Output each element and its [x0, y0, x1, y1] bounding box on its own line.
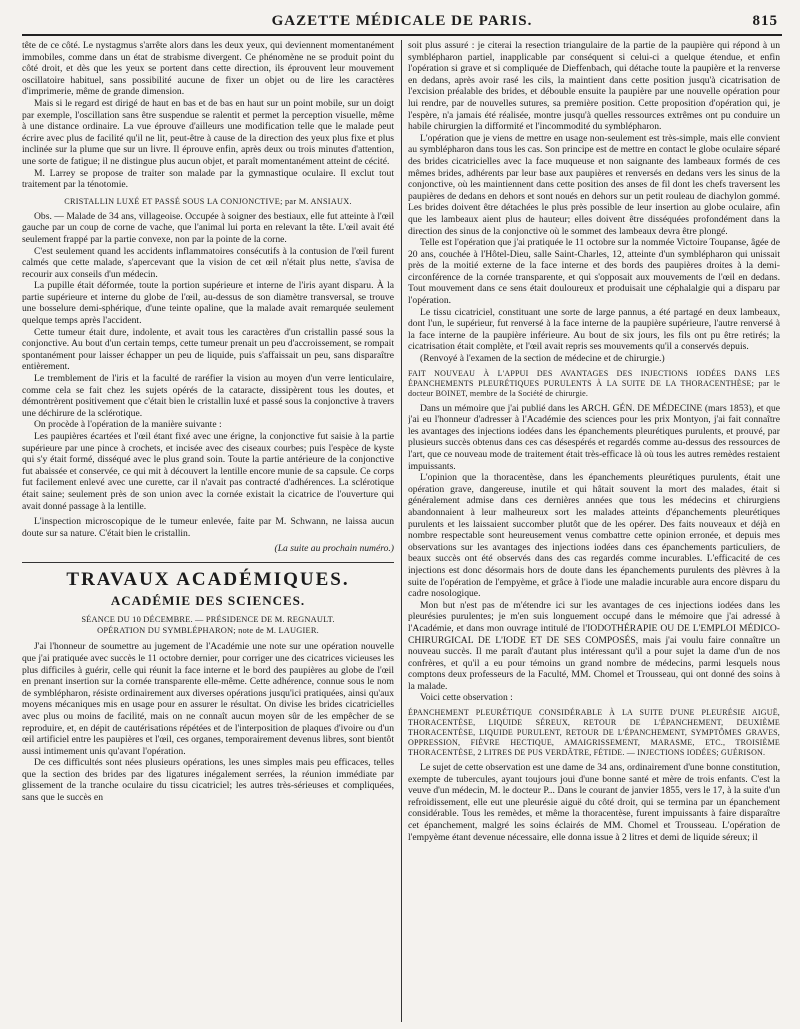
paragraph: L'inspection microscopique de le tumeur enlevée, faite par M. Schwann, ne laissa aucun doute sur sa nature. C'était bien le cristallin.: [22, 516, 394, 539]
article-title: OPÉRATION DU SYMBLÉPHARON; note de M. LAUGIER.: [97, 626, 319, 636]
section-title: TRAVAUX ACADÉMIQUES.: [22, 562, 394, 591]
paragraph: Telle est l'opération que j'ai pratiquée le 11 octobre sur la nommée Victoire Toupanse, âgée de 20 ans, couchée à l'Hôtel-Dieu, salle Saint-Charles, 12, atteinte d'un symblépharon qui unissait près de la moitié externe de la face interne et des bords des paupières droites à la demi-circonférence de la cornée transparente, et qui s'opposait aux mouvements de l'œil en dedans. Tout mouvement dans ce sens était douloureux et produisait une céphalalgie qui a disparu par l'opération.: [408, 237, 780, 307]
paragraph: Mais si le regard est dirigé de haut en bas et de bas en haut sur un point mobile, sur un doigt par exemple, l'oscillation sans être suspendue se ralentit et permet la perception visuelle, même à une distance ordinaire. La vue éprouve d'ailleurs une modification telle que le malade peut écrire avec plus de facilité qu'il ne lit, peut-être à cause de la direction des yeux plus fixe et plus inclinée sur la plume que sur un livre. Il éprouve enfin, après deux ou trois minutes d'attention, une sorte de fatigue; il ne distingue plus aucun objet, et paraît momentanément atteint de cécité.: [22, 97, 394, 167]
paragraph: Obs. — Malade de 34 ans, villageoise. Occupée à soigner des bestiaux, elle fut atteinte à l'œil gauche par un coup de corne de vache, que l'animal lui porta en relevant la tête. L'œil avait été seulement frappé par la partie convexe, non par la pointe de la corne.: [22, 210, 394, 245]
paragraph: De ces difficultés sont nées plusieurs opérations, les unes simples mais peu efficaces, telles que la section des brides par des ligatures inégalement serrées, la réunion immédiate par glissement de la tranche oculaire du tissu cicatriciel; les autres très-sérieuses et compliquées, sans que le succès en: [22, 757, 394, 804]
observation-heading: ÉPANCHEMENT PLEURÉTIQUE CONSIDÉRABLE À LA SUITE D'UNE PLEURÉSIE AIGUË, THORACENTÈSE, LIQUIDE SÉREUX, RETOUR DE L'ÉPANCHEMENT, DEUXIÈME THORACENTÈSE, LIQUIDE PURULENT, RETOUR DE L'ÉPANCHEMENT, SYMPTÔMES GRAVES, OPPRESSION, FIÈVRE HECTIQUE, AMAIGRISSEMENT, MARASME, ETC., TROISIÈME THORACENTÈSE, 2 LITRES DE PUS VERDÂTRE, FÉTIDE. — INJECTIONS IODÉES; GUÉRISON.: [408, 708, 780, 758]
paragraph: Le sujet de cette observation est une dame de 34 ans, ordinairement d'une bonne constitution, exempte de tubercules, ayant toujours joui d'une bonne santé et mère de trois enfants. C'est la veuve d'un médecin, M. le docteur P... Dans le courant de janvier 1855, vers le 17, à la suite d'un refroidissement, elle eut une pleurésie aiguë du côté droit, qui se termina par un épanchement considérable. Tous les remèdes, et même la thoracentèse, furent impuissants à faire disparaître cet épanchement, malgré les soins éclairés de MM. Chomel et Trousseau. L'opération de l'empyème étant devenue nécessaire, elle donna issue à 2 litres et demi de liquide séreux; il: [408, 762, 780, 843]
paragraph: Le tremblement de l'iris et la faculté de raréfier la vision au moyen d'un verre lenticulaire, comme cela se fait chez les sujets opérés de la cataracte, dissipèrent tous les doutes, et démontrèrent positivement que c'était bien le cristallin luxé et passé sous la conjonctive à travers une déchirure de la sclérotique.: [22, 373, 394, 419]
paragraph: Voici cette observation :: [420, 692, 513, 704]
right-column: [408, 40, 780, 1022]
paragraph: (Renvoyé à l'examen de la section de médecine et de chirurgie.): [420, 353, 665, 365]
paragraph: Le tissu cicatriciel, constituant une sorte de large pannus, a été partagé en deux lambeaux, dont l'un, le supérieur, fut renversé à la face interne de la paupière supérieure, l'autre renversé à la face interne de la paupière inférieure. Au bout de six jours, les fils ont pu être retirés; la cicatrisation était complète, et l'œil avait repris ses mouvements qu'il a conservés depuis.: [408, 306, 780, 353]
paragraph: tête de ce côté. Le nystagmus s'arrête alors dans les deux yeux, qui deviennent momentanément immobiles, comme dans un état de strabisme divergent. Ce phénomène ne se produit point du côté droit, et dès que les yeux se portent dans cette direction, ils éprouvent leur mouvement oscillatoire habituel, sans possibilité aucune de fixer un objet ou de lire les caractères d'imprimerie, même de grande dimension.: [22, 40, 394, 98]
session-line: SÉANCE DU 10 DÉCEMBRE. — PRÉSIDENCE DE M. REGNAULT.: [81, 615, 335, 625]
running-header: [22, 10, 782, 36]
page-number: 815: [752, 13, 778, 29]
academy-title: ACADÉMIE DES SCIENCES.: [110, 593, 306, 609]
paragraph: L'opinion que la thoracentèse, dans les épanchements pleurétiques purulents, était une opération grave, dangereuse, inutile et qui hâtait souvent la mort des malades, était si généralement admise dans ces dernières années que tous les médecins et chirurgiens abandonnaient à leur malheureux sort les malades atteints d'épanchements pleurétiques purulents et les laissaient succomber plutôt que de les opérer. Des faits nouveaux et déjà en nombre respectable sont heureusement venus combattre cette opinion erronée, et depuis mes observations sur les avantages des injections iodées dans ces épanchements particuliers, de beaux succès ont été observés dans des cas regardés comme incurables. L'efficacité de ces injections est donc désormais hors de doute dans les épanchements purulents des plèvres à la suite de l'opération de l'empyème, et grâce à l'iode une maladie incurable aura encore disparu du cadre nosologique.: [408, 472, 780, 600]
journal-title: GAZETTE MÉDICALE DE PARIS.: [271, 13, 533, 29]
paragraph: Cette tumeur était dure, indolente, et avait tous les caractères d'un cristallin passé sous la conjonctive. Au bout d'un certain temps, cette tumeur prenait un peu d'accroissement, se rompait spontanément pour laisser échapper un peu de liquide, puis s'affaissait un peu, sans disparaître entièrement.: [22, 326, 394, 373]
paragraph: On procède à l'opération de la manière suivante :: [34, 419, 222, 431]
left-column: [22, 40, 394, 1022]
article-heading: FAIT NOUVEAU À L'APPUI DES AVANTAGES DES INJECTIONS IODÉES DANS LES ÉPANCHEMENTS PLEURÉTIQUES PURULENTS À LA SUITE DE LA THORACENTHÈSE; par le docteur BOINET, membre de la Société de chirurgie.: [408, 368, 780, 398]
paragraph: C'est seulement quand les accidents inflammatoires consécutifs à la contusion de l'œil furent calmés que cette malade, s'apercevant que la vision de cet œil n'était plus nette, s'avisa de recourir aux conseils d'un médecin.: [22, 245, 394, 280]
paragraph: M. Larrey se propose de traiter son malade par la gymnastique oculaire. Il exclut tout traitement par la ténotomie.: [22, 167, 394, 191]
newspaper-page: [22, 10, 782, 1022]
paragraph: J'ai l'honneur de soumettre au jugement de l'Académie une note sur une opération nouvelle que j'ai pratiquée avec succès le 11 octobre dernier, pour corriger une des cicatrices vicieuses les plus difficiles à guérir, celle qui réunit la face interne et le bord des paupières au globe de l'œil en prenant insertion sur la cornée transparente elle-même. Cette adhérence, connue sous le nom de symblépharon, résiste ordinairement aux diverses opérations jusqu'ici pratiquées, ainsi qu'aux moyens mécaniques mis en usage pour en assurer le résultat. On divise les brides cicatricielles avec plus ou moins de facilité, mais on ne connaît aucun moyen sûr de les empêcher de se reproduire, et, en dépit de cautérisations répétées et de l'interposition de plaques d'ivoire ou d'un œil artificiel entre les paupières et l'œil, ces organes, temporairement devenus libres, sont bientôt aussi intimement unis qu'avant l'opération.: [22, 641, 394, 757]
continued-note: (La suite au prochain numéro.): [274, 543, 394, 555]
paragraph: Dans un mémoire que j'ai publié dans les ARCH. GÉN. DE MÉDECINE (mars 1853), et que j'ai eu l'honneur d'adresser à l'Académie des sciences pour les prix Montyon, j'ai fait connaître les avantages des injections iodées dans les épanchements pleurétiques purulents, et prouvé, par plusieurs succès obtenus dans ces cas désespérés et regardés comme au-dessus des ressources de l'art, que ce nouveau mode de traitement était très-efficace là où tous les autres remèdes restaient impuissants.: [408, 402, 780, 472]
paragraph: Mon but n'est pas de m'étendre ici sur les avantages de ces injections iodées dans les pleurésies purulentes; je m'en suis longuement occupé dans le mémoire que j'ai adressé à l'Académie, et dans mon ouvrage intitulé de l'IODOTHÉRAPIE OU DE L'EMPLOI MÉDICO-CHIRURGICAL DE L'IODE ET DE SES COMPOSÉS, mais j'ai voulu faire connaître un nouveau succès. Il me paraît d'autant plus intéressant qu'il a pour sujet la dame d'un de nos confrères, et qu'il a eu pour témoins un grand nombre de médecins, parmi lesquels nous comptons deux professeurs de la Faculté, MM. Chomel et Trousseau, qui ont donné des soins à la malade.: [408, 599, 780, 692]
paragraph: La pupille était déformée, toute la portion supérieure et interne de l'iris ayant disparu. À la partie supérieure et interne du globe de l'œil, au-dessus de son diamètre transversal, se trouve une bosselure demi-sphérique, d'une teinte opaline, que la malade avait remarquée seulement quelque temps après l'accident.: [22, 280, 394, 327]
section-heading: CRISTALLIN LUXÉ ET PASSÉ SOUS LA CONJONCTIVE; par M. ANSIAUX.: [64, 196, 352, 206]
paragraph: L'opération que je viens de mettre en usage non-seulement est très-simple, mais elle convient au symblépharon dans tous les cas. Son principe est de mettre en contact le globe oculaire séparé des brides cicatricielles avec la face muqueuse et non saignante des lambeaux formés de ces mêmes brides, adhérents par leur base aux paupières et renversés en dedans vers les sinus de la conjonctive, où les maintiennent dans cette position des anses de fil dont les chefs traversent les paupières de dedans en dehors et sont noués en dehors sur un petit rouleau de diachylon gommé. Les brides doivent être détachées le plus près possible de leur insertion au globe oculaire, afin que les lambeaux aient plus de hauteur; elles doivent être disséquées profondément dans la direction des sinus de la conjonctive où le sommet des lambeaux devra être plongé.: [408, 132, 780, 237]
paragraph: soit plus assuré : je citerai la resection triangulaire de la partie de la paupière qui répond à un symblépharon partiel, inapplicable par conséquent si celui-ci a quelque étendue, et enfin l'opération si grave et si compliquée de Dieffenbach, qui détache toute la paupière et la renverse en dedans, après avoir rasé les cils, la maintient dans cette position jusqu'à cicatrisation de l'excision préalable des brides, et débouble ensuite la paupière par une nouvelle opération pour lui rendre, par de nouvelles sutures, sa première position. Cette proposition d'opération qui, je l'espère, n'a jamais été réalisée, montre jusqu'à quelles ressources extrêmes ont pu conduire un habile chirurgien la difformité et l'incommodité du symblépharon.: [408, 40, 780, 133]
paragraph: Les paupières écartées et l'œil étant fixé avec une érigne, la conjonctive fut saisie à la partie supérieure par une pince à crochets, et incisée avec des ciseaux courbes; puis l'espèce de kyste qui s'y était formé, disséqué avec le plus grand soin. Toute la partie antérieure de la conjonctive fut abaissée et conservée, ce qui mit à découvert la lentille encore munie de sa capsule. Ce corps fut facilement enlevé avec une curette, car il n'avait pas contracté d'adhérences. La sclérotique était saine; seulement près de son union avec la cornée existait la cicatrice de l'ouverture qui avait donné passage à la lentille.: [22, 431, 394, 512]
